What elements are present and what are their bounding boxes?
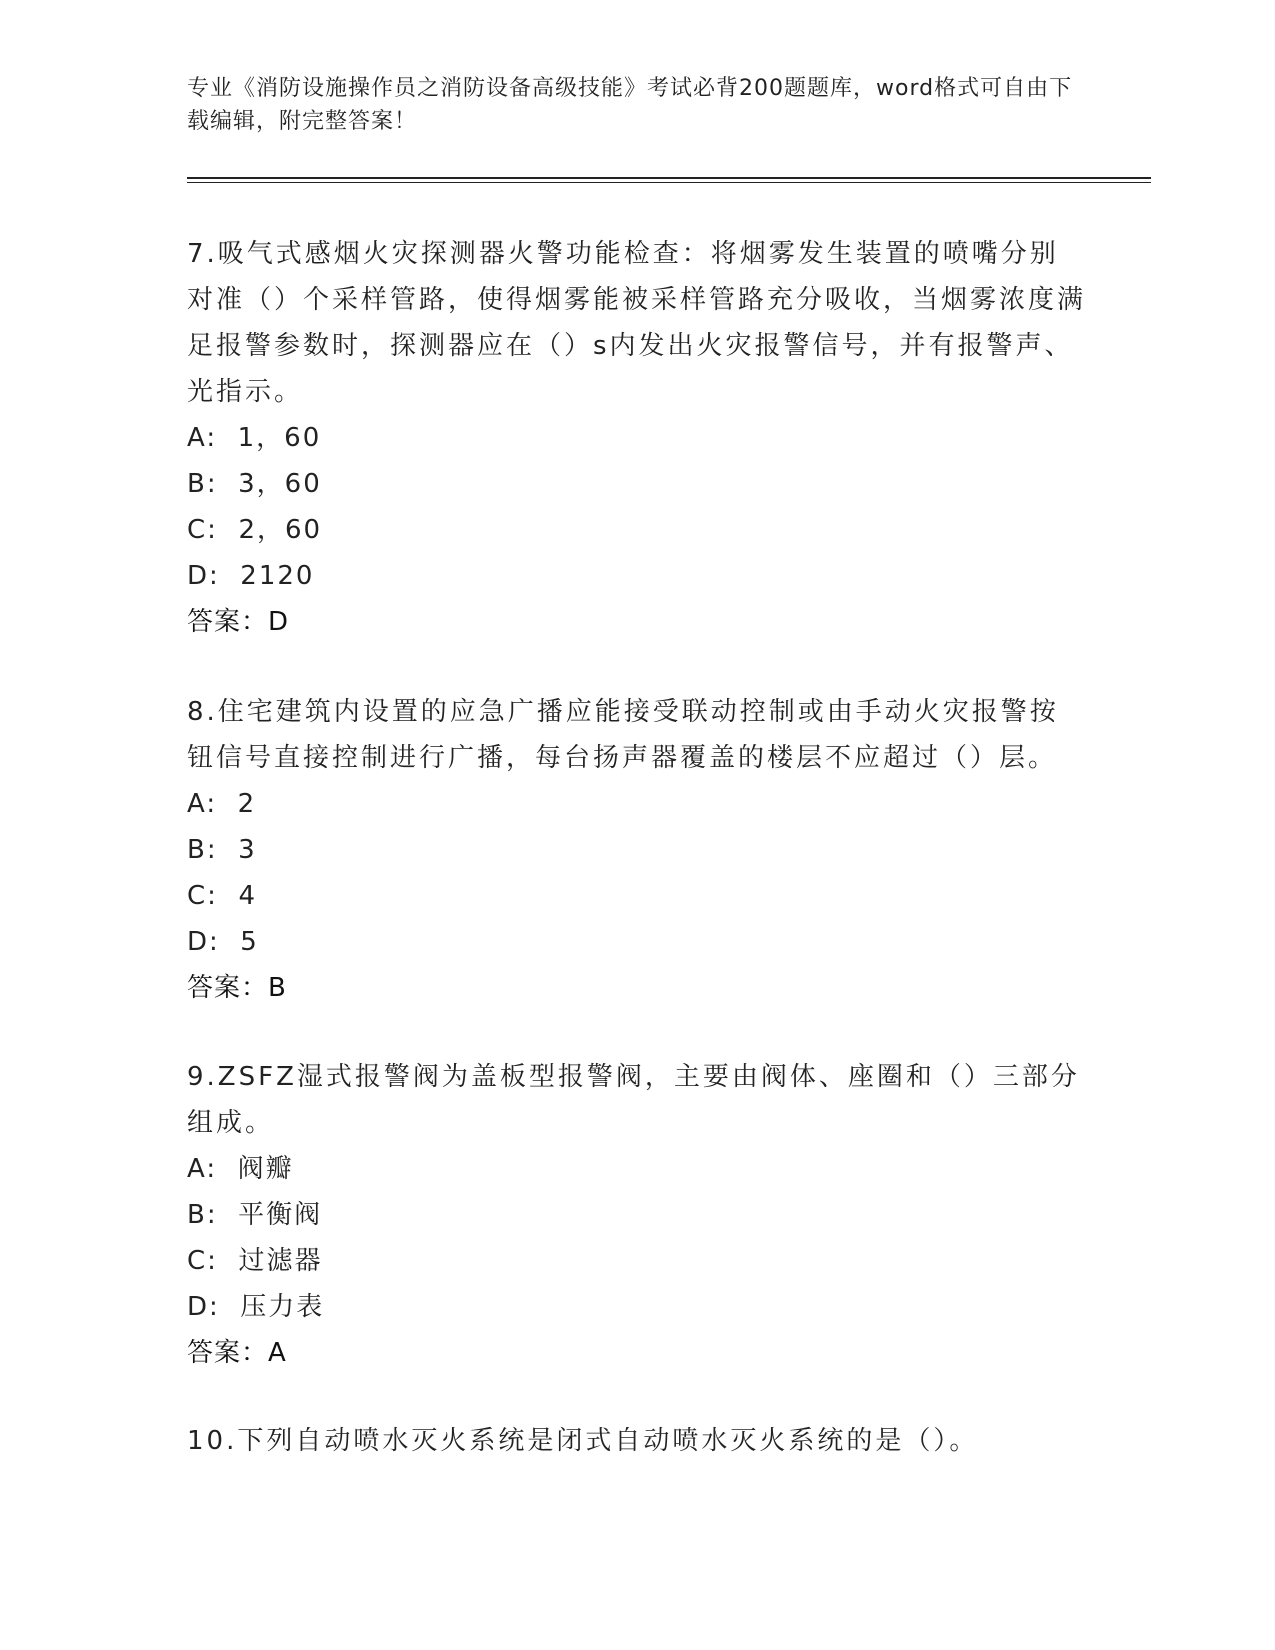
header-divider-thick	[187, 177, 1151, 179]
option-a: A: 1，60	[187, 423, 322, 453]
option-b: B: 3	[187, 835, 257, 865]
question-9	[187, 1054, 1087, 1376]
document-header: 专业《消防设施操作员之消防设备高级技能》考试必背200题题库，word格式可自由下载编辑，附完整答案！	[187, 76, 1073, 134]
option-b: B: 平衡阀	[187, 1200, 323, 1230]
option-a: A: 2	[187, 789, 257, 819]
option-d: D: 压力表	[187, 1292, 325, 1322]
option-d: D: 2120	[187, 561, 315, 591]
option-a: A: 阀瓣	[187, 1154, 294, 1184]
option-c: C: 过滤器	[187, 1246, 323, 1276]
question-stem: 7.吸气式感烟火灾探测器火警功能检查：将烟雾发生装置的喷嘴分别对准（）个采样管路，使得烟雾能被采样管路充分吸收，当烟雾浓度满足报警参数时，探测器应在（）s内发出火灾报警信号，并有报警声、光指示。	[187, 239, 1087, 407]
question-10	[187, 1418, 1087, 1464]
option-c: C: 4	[187, 881, 257, 911]
option-b: B: 3，60	[187, 469, 322, 499]
option-c: C: 2，60	[187, 515, 323, 545]
option-d: D: 5	[187, 927, 259, 957]
question-stem: 10.下列自动喷水灭火系统是闭式自动喷水灭火系统的是（）。	[187, 1426, 979, 1456]
question-8	[187, 689, 1087, 1011]
answer: 答案：D	[187, 607, 290, 637]
question-stem: 8.住宅建筑内设置的应急广播应能接受联动控制或由手动火灾报警按钮信号直接控制进行广播，每台扬声器覆盖的楼层不应超过（）层。	[187, 697, 1059, 773]
answer: 答案：A	[187, 1338, 287, 1368]
header-divider-thin	[187, 182, 1151, 183]
question-stem: 9.ZSFZ湿式报警阀为盖板型报警阀，主要由阀体、座圈和（）三部分组成。	[187, 1062, 1080, 1138]
answer: 答案：B	[187, 973, 287, 1003]
question-7	[187, 231, 1087, 645]
